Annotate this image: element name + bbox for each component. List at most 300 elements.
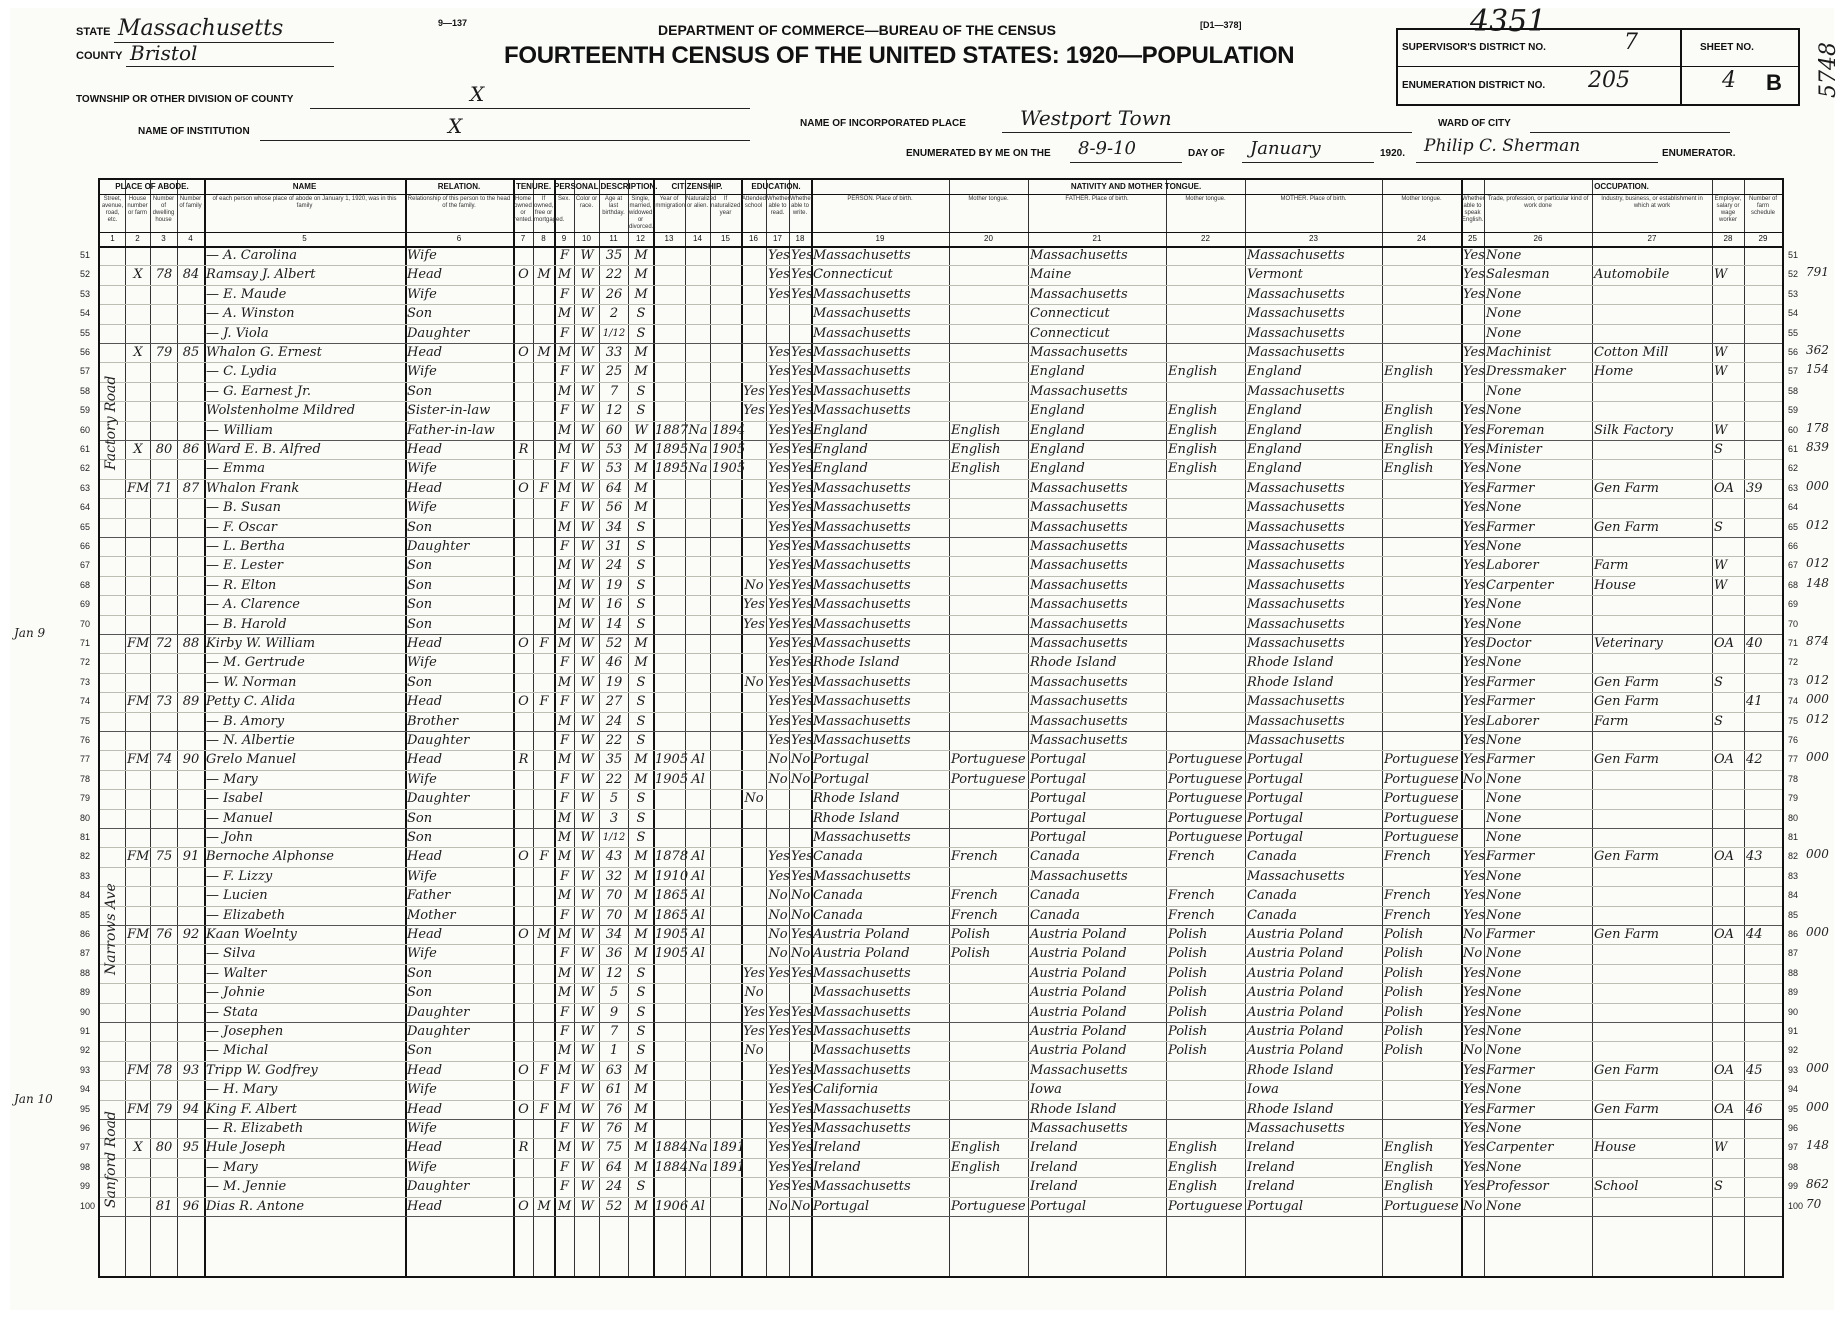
cell-pob: California — [813, 1082, 879, 1097]
cell-sex: M — [557, 849, 572, 864]
cell-mort: M — [537, 345, 551, 360]
cell-pob: Massachusetts — [813, 384, 911, 399]
cell-race: W — [580, 597, 594, 612]
column-header: Mother tongue. — [1401, 196, 1442, 202]
cell-sex: F — [559, 287, 570, 302]
cell-ftongue: English — [1168, 364, 1218, 379]
cell-eng: Yes — [1463, 1063, 1485, 1078]
cell-age: 70 — [605, 888, 623, 903]
column-number: 28 — [1723, 234, 1733, 243]
cell-industry: Silk Factory — [1594, 423, 1674, 438]
line-number-right: 96 — [1788, 1123, 1799, 1133]
cell-eng: Yes — [1463, 500, 1485, 515]
cell-trade: None — [1486, 617, 1522, 632]
cell-trade: None — [1486, 966, 1522, 981]
cell-trade: None — [1486, 1121, 1522, 1136]
column-number: 23 — [1309, 234, 1318, 243]
table-row — [100, 925, 1782, 944]
line-number-right: 98 — [1788, 1162, 1799, 1172]
cell-c4: 89 — [182, 694, 200, 709]
cell-mar: M — [634, 908, 648, 923]
cell-emp: W — [1714, 345, 1728, 360]
cell-mtongue: Portuguese — [1384, 772, 1459, 787]
cell-rel: Son — [407, 578, 433, 593]
cell-tongue: French — [951, 849, 998, 864]
cell-eng: Yes — [1463, 1102, 1485, 1117]
column-number: 15 — [721, 234, 730, 243]
table-row — [100, 964, 1782, 983]
cell-tongue: French — [951, 908, 998, 923]
column-header: Age at last birthday. — [602, 196, 625, 216]
table-row — [100, 1197, 1782, 1216]
cell-nat: Al — [691, 946, 705, 961]
cell-fpob: Rhode Island — [1030, 655, 1117, 670]
cell-ftongue: Polish — [1168, 946, 1208, 961]
column-number: 6 — [456, 234, 462, 243]
cell-mtongue: French — [1384, 849, 1431, 864]
cell-trade: None — [1486, 500, 1522, 515]
cell-mpob: Ireland — [1247, 1160, 1295, 1175]
cell-sch: No — [744, 675, 764, 690]
cell-mpob: Austria Poland — [1247, 946, 1344, 961]
line-number-left: 55 — [80, 328, 91, 338]
cell-mtongue: English — [1384, 423, 1434, 438]
cell-mpob: Portugal — [1247, 772, 1304, 787]
cell-fpob: Massachusetts — [1030, 558, 1128, 573]
cell-rel: Father — [407, 888, 451, 903]
cell-mar: S — [636, 597, 646, 612]
cell-race: W — [580, 927, 594, 942]
cell-farm: 46 — [1746, 1102, 1763, 1117]
cell-read: No — [768, 772, 788, 787]
cell-mar: M — [634, 442, 648, 457]
line-number-right: 52 — [1788, 269, 1799, 279]
cell-mar: M — [634, 655, 648, 670]
cell-imm: 1884 — [655, 1160, 689, 1175]
cell-c3: 79 — [155, 345, 173, 360]
cell-pob: Massachusetts — [813, 520, 911, 535]
cell-pob: Austria Poland — [813, 946, 910, 961]
line-number-left: 87 — [80, 948, 91, 958]
cell-mar: S — [636, 966, 646, 981]
cell-fpob: Massachusetts — [1030, 520, 1128, 535]
cell-race: W — [580, 636, 594, 651]
cell-pob: Massachusetts — [813, 869, 911, 884]
line-number-right: 58 — [1788, 386, 1799, 396]
line-number-left: 59 — [80, 405, 91, 415]
cell-age: 35 — [605, 752, 623, 767]
cell-ftongue: English — [1168, 1140, 1218, 1155]
cell-age: 22 — [605, 733, 623, 748]
cell-name: — E. Lester — [206, 558, 284, 573]
cell-write: Yes — [791, 849, 813, 864]
cell-sch: No — [744, 578, 764, 593]
line-number-right: 55 — [1788, 328, 1799, 338]
table-row — [100, 362, 1782, 381]
cell-own: O — [518, 345, 529, 360]
cell-ftongue: French — [1168, 849, 1215, 864]
cell-age: 24 — [605, 714, 623, 729]
cell-name: — C. Lydia — [206, 364, 277, 379]
cell-rel: Son — [407, 558, 433, 573]
column-number: 1 — [110, 234, 115, 243]
cell-rel: Son — [407, 617, 433, 632]
table-row — [100, 595, 1782, 614]
column-header: Mother tongue. — [968, 196, 1009, 202]
cell-age: 64 — [605, 481, 623, 496]
cell-fpob: Ireland — [1030, 1140, 1078, 1155]
cell-rel: Head — [407, 442, 443, 457]
line-number-left: 63 — [80, 483, 91, 493]
cell-c2: FM — [127, 1063, 150, 1078]
table-row — [100, 1041, 1782, 1060]
cell-mar: S — [636, 733, 646, 748]
line-number-right: 80 — [1788, 813, 1799, 823]
cell-c3: 80 — [155, 1140, 173, 1155]
cell-write: Yes — [791, 636, 813, 651]
cell-farm: 39 — [1746, 481, 1763, 496]
line-number-right: 93 — [1788, 1065, 1799, 1075]
line-number-right: 92 — [1788, 1045, 1799, 1055]
cell-race: W — [580, 1063, 594, 1078]
cell-trade: None — [1486, 791, 1522, 806]
cell-mar: M — [634, 849, 648, 864]
date-margin-note: Jan 10 — [14, 1092, 53, 1106]
cell-rel: Daughter — [407, 539, 470, 554]
cell-rel: Father-in-law — [407, 423, 495, 438]
cell-write: Yes — [791, 1024, 813, 1039]
line-number-right: 69 — [1788, 599, 1799, 609]
line-number-left: 74 — [80, 696, 91, 706]
line-number-left: 62 — [80, 463, 91, 473]
cell-trade: None — [1486, 985, 1522, 1000]
cell-fpob: England — [1030, 423, 1085, 438]
cell-imm: 1905 — [655, 772, 689, 787]
cell-c3: 73 — [155, 694, 173, 709]
cell-write: Yes — [791, 539, 813, 554]
cell-write: Yes — [791, 423, 813, 438]
line-number-left: 52 — [80, 269, 91, 279]
cell-mpob: Austria Poland — [1247, 966, 1344, 981]
cell-mar: S — [636, 558, 646, 573]
column-header: PERSON. Place of birth. — [847, 196, 913, 202]
cell-c4: 93 — [182, 1063, 200, 1078]
cell-race: W — [580, 558, 594, 573]
cell-age: 16 — [605, 597, 623, 612]
cell-fpob: Massachusetts — [1030, 384, 1128, 399]
cell-age: 24 — [605, 558, 623, 573]
cell-trade: Laborer — [1486, 558, 1539, 573]
cell-fpob: Austria Poland — [1030, 946, 1127, 961]
cell-write: Yes — [791, 1102, 813, 1117]
cell-sex: M — [557, 597, 572, 612]
cell-rel: Son — [407, 830, 433, 845]
supervisor-label: SUPERVISOR'S DISTRICT NO. — [1402, 42, 1546, 53]
cell-read: Yes — [768, 849, 790, 864]
table-row — [100, 246, 1782, 265]
cell-sex: F — [559, 364, 570, 379]
cell-mtongue: English — [1384, 461, 1434, 476]
cell-pob: Massachusetts — [813, 481, 911, 496]
place-label: NAME OF INCORPORATED PLACE — [800, 118, 966, 129]
cell-write: Yes — [791, 655, 813, 670]
cell-fpob: England — [1030, 364, 1085, 379]
line-number-right: 100 — [1788, 1201, 1804, 1211]
cell-sex: F — [559, 461, 570, 476]
census-title: FOURTEENTH CENSUS OF THE UNITED STATES: 1920—POPULATION — [504, 42, 1295, 69]
line-number-left: 99 — [80, 1181, 91, 1191]
cell-eng: Yes — [1463, 1024, 1485, 1039]
cell-natyr: 1891 — [712, 1140, 746, 1155]
column-number: 26 — [1533, 234, 1543, 243]
line-number-right: 63 — [1788, 483, 1799, 493]
cell-c2: FM — [127, 1102, 150, 1117]
cell-trade: Carpenter — [1486, 1140, 1554, 1155]
table-row — [100, 576, 1782, 595]
cell-race: W — [580, 364, 594, 379]
cell-pob: Massachusetts — [813, 248, 911, 263]
cell-mtongue: Polish — [1384, 1005, 1424, 1020]
line-number-right: 72 — [1788, 657, 1799, 667]
line-number-right: 51 — [1788, 250, 1799, 260]
cell-mpob: Massachusetts — [1247, 733, 1345, 748]
cell-rel: Sister-in-law — [407, 403, 491, 418]
cell-name: — F. Lizzy — [206, 869, 273, 884]
cell-sex: M — [557, 423, 572, 438]
cell-emp: W — [1714, 267, 1728, 282]
cell-fpob: Portugal — [1030, 811, 1087, 826]
street-name: Factory Road — [103, 375, 119, 470]
enumeration-value: 205 — [1588, 68, 1630, 93]
cell-rel: Head — [407, 636, 443, 651]
cell-c4: 91 — [182, 849, 200, 864]
cell-pob: Rhode Island — [813, 791, 900, 806]
cell-fpob: Massachusetts — [1030, 636, 1128, 651]
cell-tongue: English — [951, 1140, 1001, 1155]
cell-emp: W — [1714, 558, 1728, 573]
cell-emp: W — [1714, 364, 1728, 379]
cell-name: — Johnie — [206, 985, 265, 1000]
cell-mtongue: Portuguese — [1384, 752, 1459, 767]
cell-mort: F — [539, 849, 549, 864]
column-number: 9 — [561, 234, 567, 243]
cell-nat: Na — [688, 461, 708, 476]
cell-trade: Dressmaker — [1486, 364, 1566, 379]
cell-industry: Gen Farm — [1594, 1063, 1660, 1078]
cell-c4: 92 — [182, 927, 200, 942]
line-number-left: 71 — [80, 638, 91, 648]
cell-mpob: Canada — [1247, 849, 1297, 864]
cell-trade: None — [1486, 1024, 1522, 1039]
cell-pob: Massachusetts — [813, 1024, 911, 1039]
cell-read: Yes — [768, 597, 790, 612]
column-header: Employer, salary or wage worker — [1714, 196, 1742, 223]
cell-name: Hule Joseph — [206, 1140, 286, 1155]
cell-pob: Massachusetts — [813, 1043, 911, 1058]
cell-eng: Yes — [1463, 578, 1485, 593]
cell-age: 1/12 — [602, 832, 626, 843]
cell-race: W — [580, 869, 594, 884]
table-row — [100, 1022, 1782, 1041]
cell-sex: F — [559, 1005, 570, 1020]
cell-farm: 42 — [1746, 752, 1763, 767]
cell-fpob: Massachusetts — [1030, 714, 1128, 729]
cell-trade: None — [1486, 772, 1522, 787]
cell-age: 76 — [605, 1102, 623, 1117]
cell-trade: None — [1486, 1005, 1522, 1020]
column-header: Trade, profession, or particular kind of work done — [1487, 196, 1589, 209]
cell-eng: Yes — [1463, 1005, 1485, 1020]
cell-race: W — [580, 733, 594, 748]
table-row — [100, 498, 1782, 517]
column-header: Home owned or rented. — [514, 196, 533, 223]
cell-write: Yes — [791, 287, 813, 302]
cell-eng: Yes — [1463, 287, 1485, 302]
cell-fpob: Massachusetts — [1030, 578, 1128, 593]
cell-rel: Daughter — [407, 1024, 470, 1039]
cell-eng: Yes — [1463, 267, 1485, 282]
cell-natyr: 1891 — [712, 1160, 746, 1175]
cell-mtongue: Polish — [1384, 985, 1424, 1000]
cell-emp: OA — [1714, 1063, 1735, 1078]
cell-mtongue: Portuguese — [1384, 791, 1459, 806]
cell-imm: 1878 — [655, 849, 689, 864]
group-header: PERSONAL DESCRIPTION. — [554, 182, 658, 191]
cell-c2: FM — [127, 636, 150, 651]
institution-label: NAME OF INSTITUTION — [138, 126, 250, 137]
line-number-right: 99 — [1788, 1181, 1799, 1191]
line-number-right: 89 — [1788, 987, 1799, 997]
cell-farm: 41 — [1746, 694, 1763, 709]
column-number: 3 — [161, 234, 166, 243]
cell-read: Yes — [768, 461, 790, 476]
cell-nat: Al — [691, 927, 705, 942]
cell-mpob: Canada — [1247, 908, 1297, 923]
cell-read: Yes — [768, 1140, 790, 1155]
column-header: Color or race. — [575, 196, 598, 209]
street-name: Narrows Ave — [103, 883, 119, 975]
line-number-left: 57 — [80, 366, 91, 376]
cell-age: 63 — [605, 1063, 623, 1078]
cell-name: — Walter — [206, 966, 267, 981]
cell-race: W — [580, 849, 594, 864]
cell-trade: Farmer — [1486, 481, 1535, 496]
cell-fpob: England — [1030, 442, 1085, 457]
table-row — [100, 867, 1782, 886]
cell-read: Yes — [768, 481, 790, 496]
cell-mpob: England — [1247, 442, 1302, 457]
line-number-left: 93 — [80, 1065, 91, 1075]
line-number-right: 75 — [1788, 716, 1799, 726]
cell-ftongue: Portuguese — [1168, 791, 1243, 806]
cell-rel: Wife — [407, 655, 437, 670]
cell-pob: Massachusetts — [813, 617, 911, 632]
cell-rel: Son — [407, 811, 433, 826]
form-code: [D1—378] — [1200, 20, 1242, 30]
cell-pob: Massachusetts — [813, 597, 911, 612]
cell-mtongue: Portuguese — [1384, 811, 1459, 826]
cell-race: W — [580, 811, 594, 826]
cell-read: Yes — [768, 966, 790, 981]
column-header: Mother tongue. — [1185, 196, 1226, 202]
cell-name: — E. Maude — [206, 287, 287, 302]
line-number-left: 77 — [80, 754, 91, 764]
cell-imm: 1884 — [655, 1140, 689, 1155]
cell-pob: Massachusetts — [813, 1179, 911, 1194]
street-name: Sanford Road — [103, 1111, 119, 1208]
cell-race: W — [580, 578, 594, 593]
cell-mtongue: English — [1384, 1160, 1434, 1175]
cell-race: W — [580, 966, 594, 981]
line-number-right: 67 — [1788, 560, 1799, 570]
cell-mpob: Austria Poland — [1247, 1043, 1344, 1058]
cell-name: — A. Carolina — [206, 248, 297, 263]
table-row — [100, 789, 1782, 808]
cell-c4: 95 — [182, 1140, 200, 1155]
column-header: Whether able to write. — [790, 196, 813, 216]
cell-fpob: England — [1030, 403, 1085, 418]
cell-mar: M — [634, 287, 648, 302]
cell-pob: Massachusetts — [813, 539, 911, 554]
cell-rel: Head — [407, 752, 443, 767]
cell-mar: M — [634, 1140, 648, 1155]
cell-c3: 78 — [155, 267, 173, 282]
cell-rel: Son — [407, 985, 433, 1000]
table-row — [100, 615, 1782, 634]
cell-mpob: Portugal — [1247, 830, 1304, 845]
cell-rel: Wife — [407, 946, 437, 961]
cell-race: W — [580, 520, 594, 535]
cell-write: Yes — [791, 558, 813, 573]
cell-read: Yes — [768, 869, 790, 884]
cell-farm: 45 — [1746, 1063, 1763, 1078]
cell-read: No — [768, 752, 788, 767]
cell-name: — H. Mary — [206, 1082, 278, 1097]
line-number-left: 94 — [80, 1084, 91, 1094]
cell-emp: OA — [1714, 636, 1735, 651]
cell-c2: FM — [127, 752, 150, 767]
cell-sex: M — [557, 345, 572, 360]
cell-mtongue: Polish — [1384, 1043, 1424, 1058]
cell-read: Yes — [768, 500, 790, 515]
occupation-code: 791 — [1806, 265, 1829, 279]
cell-sex: M — [557, 966, 572, 981]
cell-fpob: Massachusetts — [1030, 617, 1128, 632]
line-number-left: 67 — [80, 560, 91, 570]
cell-nat: Al — [691, 772, 705, 787]
cell-sch: Yes — [743, 1024, 765, 1039]
cell-c4: 84 — [182, 267, 200, 282]
cell-rel: Son — [407, 306, 433, 321]
cell-eng: Yes — [1463, 752, 1485, 767]
row-line — [100, 1216, 1782, 1217]
line-number-right: 76 — [1788, 735, 1799, 745]
line-number-right: 79 — [1788, 793, 1799, 803]
cell-read: Yes — [768, 675, 790, 690]
cell-pob: Massachusetts — [813, 966, 911, 981]
table-row — [100, 673, 1782, 692]
cell-age: 33 — [605, 345, 623, 360]
column-number: 27 — [1647, 234, 1657, 243]
cell-mpob: Portugal — [1247, 791, 1304, 806]
sheet-box — [1682, 28, 1800, 106]
cell-ftongue: English — [1168, 403, 1218, 418]
occupation-code: 839 — [1806, 440, 1829, 454]
cell-c2: FM — [127, 694, 150, 709]
cell-read: Yes — [768, 617, 790, 632]
line-number-left: 76 — [80, 735, 91, 745]
cell-rel: Son — [407, 384, 433, 399]
